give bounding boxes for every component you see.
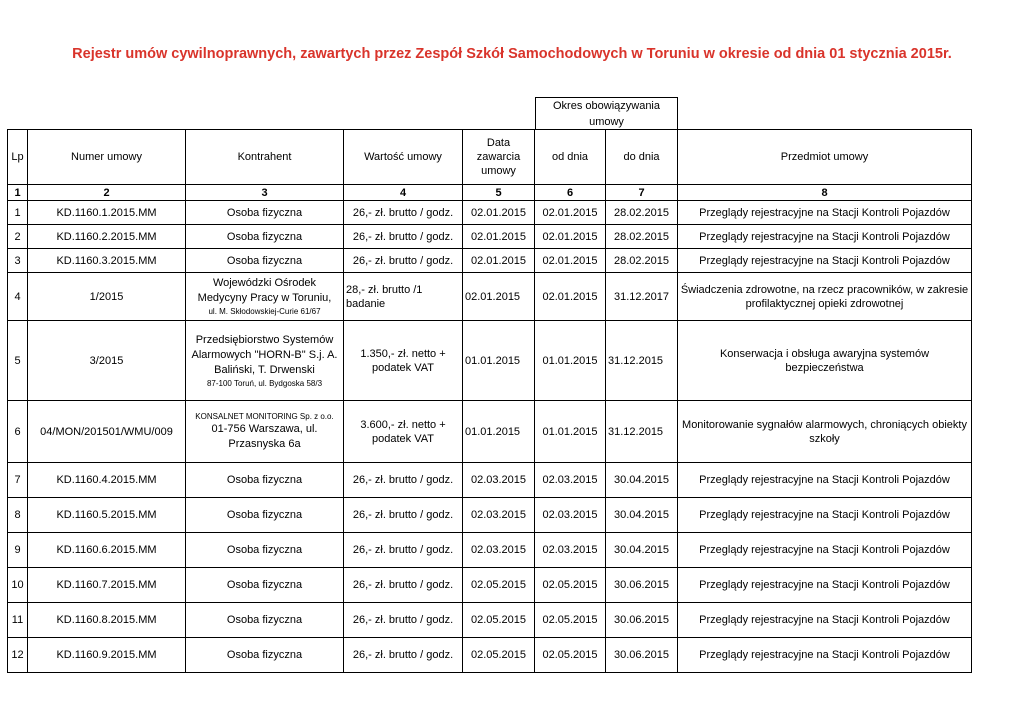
header-row: [8, 130, 972, 185]
cell-wartosc: 26,- zł. brutto / godz.: [344, 568, 463, 603]
cell-kontrahent: Osoba fizyczna: [186, 603, 344, 638]
cell-numer: KD.1160.6.2015.MM: [28, 533, 186, 568]
cell-lp: 1: [8, 201, 28, 225]
cell-do: 28.02.2015: [606, 225, 678, 249]
col-header-data: Data zawarcia umowy: [463, 130, 535, 185]
cell-data: 01.01.2015: [463, 321, 535, 401]
cell-lp: 9: [8, 533, 28, 568]
cell-do: 30.06.2015: [606, 603, 678, 638]
cell-data: 02.05.2015: [463, 638, 535, 673]
table-row: [8, 638, 972, 673]
cell-wartosc: 26,- zł. brutto / godz.: [344, 463, 463, 498]
cell-kontrahent: Osoba fizyczna: [186, 249, 344, 273]
column-number: 7: [606, 185, 678, 201]
cell-data: 02.03.2015: [463, 498, 535, 533]
cell-numer: KD.1160.2.2015.MM: [28, 225, 186, 249]
cell-kontrahent: Osoba fizyczna: [186, 533, 344, 568]
cell-numer: KD.1160.9.2015.MM: [28, 638, 186, 673]
cell-data: 02.01.2015: [463, 225, 535, 249]
cell-lp: 5: [8, 321, 28, 401]
cell-numer: KD.1160.7.2015.MM: [28, 568, 186, 603]
cell-data: 02.03.2015: [463, 533, 535, 568]
kontrahent-address: 01-756 Warszawa, ul. Przasnyska 6a: [211, 423, 318, 450]
cell-wartosc: 3.600,- zł. netto + podatek VAT: [344, 401, 463, 463]
cell-od: 02.05.2015: [535, 568, 606, 603]
cell-wartosc: 26,- zł. brutto / godz.: [344, 498, 463, 533]
cell-kontrahent: Osoba fizyczna: [186, 463, 344, 498]
kontrahent-name: Przedsiębiorstwo Systemów Alarmowych "HORN-B" S.j. A. Baliński, T. Drwenski: [191, 333, 338, 376]
column-number: 8: [678, 185, 972, 201]
cell-przedmiot: Przeglądy rejestracyjne na Stacji Kontroli Pojazdów: [678, 201, 972, 225]
cell-przedmiot: Przeglądy rejestracyjne na Stacji Kontroli Pojazdów: [678, 638, 972, 673]
table-row: [8, 603, 972, 638]
table-row: [8, 401, 972, 463]
column-number-row: [8, 185, 972, 201]
cell-przedmiot: Przeglądy rejestracyjne na Stacji Kontroli Pojazdów: [678, 463, 972, 498]
cell-kontrahent: Osoba fizyczna: [186, 225, 344, 249]
cell-od: 02.01.2015: [535, 201, 606, 225]
cell-numer: 04/MON/201501/WMU/009: [28, 401, 186, 463]
column-number: 4: [344, 185, 463, 201]
cell-lp: 12: [8, 638, 28, 673]
cell-lp: 7: [8, 463, 28, 498]
cell-data: 02.01.2015: [463, 249, 535, 273]
col-header-do: do dnia: [606, 130, 678, 185]
table-row: [8, 568, 972, 603]
cell-data: 02.05.2015: [463, 603, 535, 638]
table-row: [8, 273, 972, 321]
cell-wartosc: 26,- zł. brutto / godz.: [344, 638, 463, 673]
document-title: Rejestr umów cywilnoprawnych, zawartych przez Zespół Szkół Samochodowych w Toruniu w okresie od dnia 01 stycznia 2015r.: [72, 46, 952, 62]
column-number: 5: [463, 185, 535, 201]
cell-do: 31.12.2015: [606, 401, 678, 463]
cell-wartosc: 26,- zł. brutto / godz.: [344, 249, 463, 273]
cell-przedmiot: Przeglądy rejestracyjne na Stacji Kontroli Pojazdów: [678, 533, 972, 568]
cell-wartosc: 26,- zł. brutto / godz.: [344, 201, 463, 225]
cell-do: 28.02.2015: [606, 201, 678, 225]
column-number: 6: [535, 185, 606, 201]
cell-lp: 8: [8, 498, 28, 533]
cell-numer: KD.1160.5.2015.MM: [28, 498, 186, 533]
column-number: 2: [28, 185, 186, 201]
cell-kontrahent: [186, 321, 344, 401]
table-row: [8, 533, 972, 568]
cell-od: 02.05.2015: [535, 638, 606, 673]
kontrahent-address: ul. M. Skłodowskiej-Curie 61/67: [208, 307, 321, 316]
cell-przedmiot: Konserwacja i obsługa awaryjna systemów bezpieczeństwa: [678, 321, 972, 401]
cell-lp: 2: [8, 225, 28, 249]
cell-do: 31.12.2015: [606, 321, 678, 401]
cell-wartosc: 26,- zł. brutto / godz.: [344, 533, 463, 568]
cell-od: 02.01.2015: [535, 249, 606, 273]
cell-kontrahent: Osoba fizyczna: [186, 568, 344, 603]
cell-lp: 4: [8, 273, 28, 321]
table-row: [8, 201, 972, 225]
cell-do: 30.04.2015: [606, 463, 678, 498]
cell-data: 02.01.2015: [463, 273, 535, 321]
cell-przedmiot: Przeglądy rejestracyjne na Stacji Kontroli Pojazdów: [678, 249, 972, 273]
cell-do: 30.06.2015: [606, 638, 678, 673]
cell-wartosc: 28,- zł. brutto /1 badanie: [344, 273, 463, 321]
column-number: 3: [186, 185, 344, 201]
cell-do: 28.02.2015: [606, 249, 678, 273]
cell-wartosc: 26,- zł. brutto / godz.: [344, 225, 463, 249]
cell-data: 02.01.2015: [463, 201, 535, 225]
cell-lp: 3: [8, 249, 28, 273]
table-row: [8, 249, 972, 273]
cell-przedmiot: Przeglądy rejestracyjne na Stacji Kontroli Pojazdów: [678, 498, 972, 533]
cell-przedmiot: Przeglądy rejestracyjne na Stacji Kontroli Pojazdów: [678, 603, 972, 638]
contracts-table: [7, 129, 972, 673]
cell-data: 02.05.2015: [463, 568, 535, 603]
cell-numer: KD.1160.8.2015.MM: [28, 603, 186, 638]
cell-numer: 3/2015: [28, 321, 186, 401]
cell-przedmiot: Świadczenia zdrowotne, na rzecz pracowników, w zakresie profilaktycznej opieki zdrowotnej: [678, 273, 972, 321]
table-row: [8, 498, 972, 533]
cell-wartosc: 1.350,- zł. netto + podatek VAT: [344, 321, 463, 401]
cell-przedmiot: Przeglądy rejestracyjne na Stacji Kontroli Pojazdów: [678, 225, 972, 249]
cell-wartosc: 26,- zł. brutto / godz.: [344, 603, 463, 638]
cell-data: 02.03.2015: [463, 463, 535, 498]
kontrahent-company: KONSALNET MONITORING Sp. z o.o.: [195, 412, 334, 421]
cell-lp: 11: [8, 603, 28, 638]
cell-od: 02.05.2015: [535, 603, 606, 638]
cell-kontrahent: [186, 401, 344, 463]
cell-kontrahent: [186, 273, 344, 321]
column-number: 1: [8, 185, 28, 201]
cell-od: 02.01.2015: [535, 273, 606, 321]
col-header-od: od dnia: [535, 130, 606, 185]
period-header: Okres obowiązywania umowy: [535, 97, 678, 129]
kontrahent-name: Wojewódzki Ośrodek Medycyny Pracy w Toruniu,: [197, 277, 332, 304]
cell-przedmiot: Monitorowanie sygnałów alarmowych, chroniących obiekty szkoły: [678, 401, 972, 463]
col-header-numer: Numer umowy: [28, 130, 186, 185]
cell-lp: 10: [8, 568, 28, 603]
table-row: [8, 321, 972, 401]
table-row: [8, 225, 972, 249]
table-row: [8, 463, 972, 498]
cell-numer: KD.1160.1.2015.MM: [28, 201, 186, 225]
cell-lp: 6: [8, 401, 28, 463]
cell-numer: 1/2015: [28, 273, 186, 321]
col-header-przedmiot: Przedmiot umowy: [678, 130, 972, 185]
col-header-wartosc: Wartość umowy: [344, 130, 463, 185]
cell-od: 02.03.2015: [535, 533, 606, 568]
cell-od: 02.01.2015: [535, 225, 606, 249]
cell-do: 30.04.2015: [606, 498, 678, 533]
cell-data: 01.01.2015: [463, 401, 535, 463]
cell-numer: KD.1160.3.2015.MM: [28, 249, 186, 273]
cell-do: 30.04.2015: [606, 533, 678, 568]
cell-numer: KD.1160.4.2015.MM: [28, 463, 186, 498]
cell-do: 30.06.2015: [606, 568, 678, 603]
cell-od: 01.01.2015: [535, 321, 606, 401]
cell-przedmiot: Przeglądy rejestracyjne na Stacji Kontroli Pojazdów: [678, 568, 972, 603]
col-header-kontrahent: Kontrahent: [186, 130, 344, 185]
cell-od: 02.03.2015: [535, 498, 606, 533]
cell-do: 31.12.2017: [606, 273, 678, 321]
cell-kontrahent: Osoba fizyczna: [186, 201, 344, 225]
cell-od: 02.03.2015: [535, 463, 606, 498]
col-header-lp: Lp: [8, 130, 28, 185]
cell-kontrahent: Osoba fizyczna: [186, 498, 344, 533]
cell-kontrahent: Osoba fizyczna: [186, 638, 344, 673]
cell-od: 01.01.2015: [535, 401, 606, 463]
kontrahent-address: 87-100 Toruń, ul. Bydgoska 58/3: [206, 378, 323, 388]
